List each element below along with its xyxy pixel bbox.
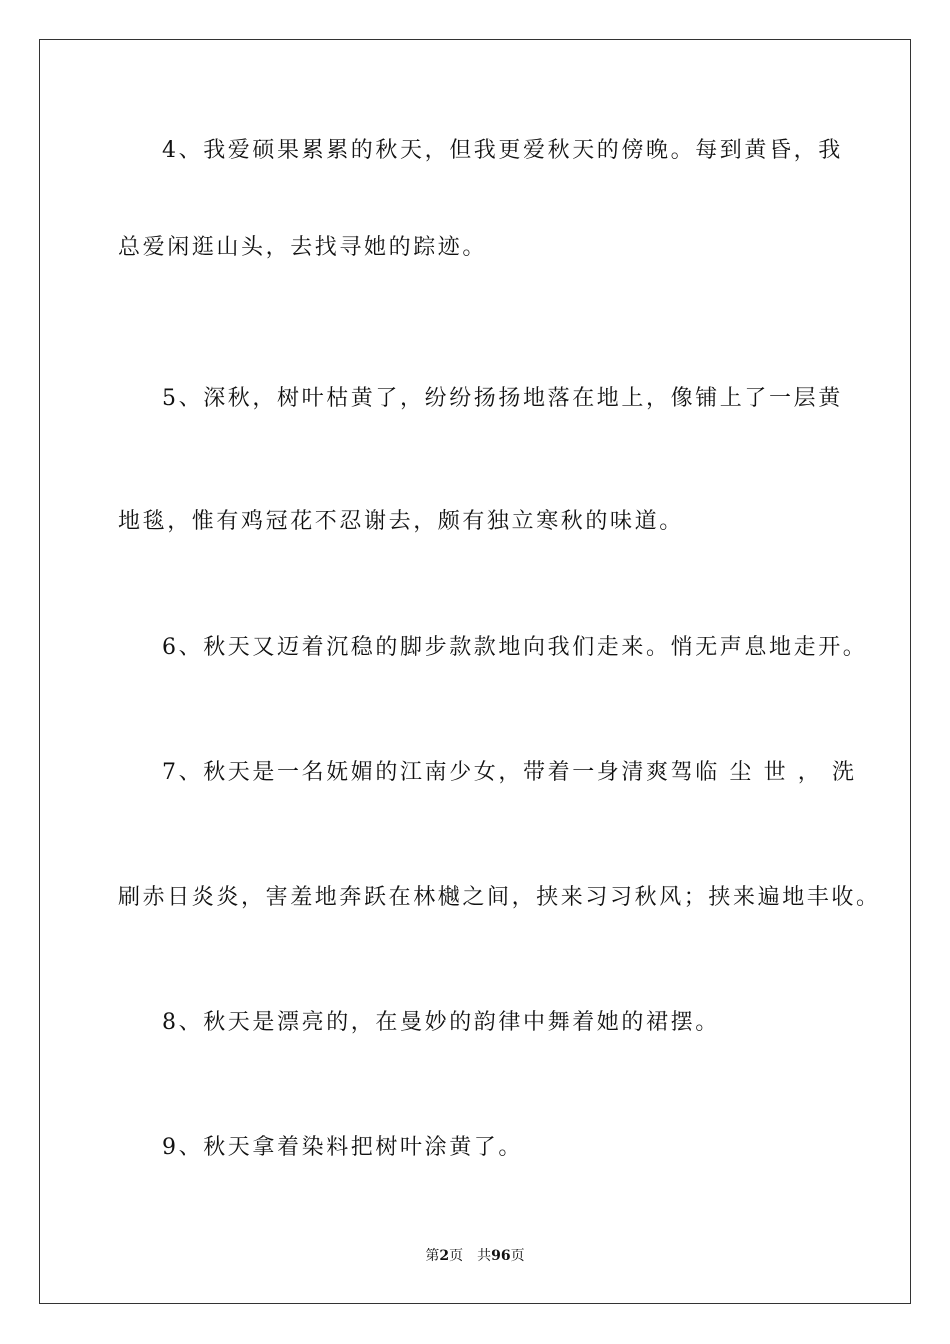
paragraph-4-line-2: 总爱闲逛山头，去找寻她的踪迹。: [118, 235, 488, 260]
footer-total-unit: 页: [510, 1248, 525, 1264]
paragraph-5-line-1: 5、深秋，树叶枯黄了，纷纷扬扬地落在地上，像铺上了一层黄: [162, 386, 843, 411]
page-border: [39, 39, 911, 1304]
page-footer: [0, 1246, 950, 1266]
current-page-number: 2: [439, 1248, 450, 1264]
footer-page-unit: 页: [449, 1248, 464, 1264]
footer-total-prefix: 共: [477, 1248, 492, 1264]
paragraph-5-line-2: 地毯，惟有鸡冠花不忍谢去，颇有独立寒秋的味道。: [118, 509, 684, 534]
paragraph-9-line-1: 9、秋天拿着染料把树叶涂黄了。: [162, 1135, 523, 1160]
paragraph-4-line-1: 4、我爱硕果累累的秋天，但我更爱秋天的傍晚。每到黄昏，我: [162, 138, 843, 163]
paragraph-7-line-2: 刷赤日炎炎，害羞地奔跃在林樾之间，挟来习习秋风；挟来遍地丰收。: [118, 885, 881, 910]
paragraph-6-line-1: 6、秋天又迈着沉稳的脚步款款地向我们走来。悄无声息地走开。: [162, 635, 868, 660]
footer-prefix: 第: [425, 1248, 440, 1264]
paragraph-8-line-1: 8、秋天是漂亮的，在曼妙的韵律中舞着她的裙摆。: [162, 1010, 720, 1035]
total-pages-number: 96: [491, 1248, 511, 1264]
paragraph-7-line-1: 7、秋天是一名妩媚的江南少女，带着一身清爽驾临 尘 世 ， 洗: [162, 760, 857, 785]
